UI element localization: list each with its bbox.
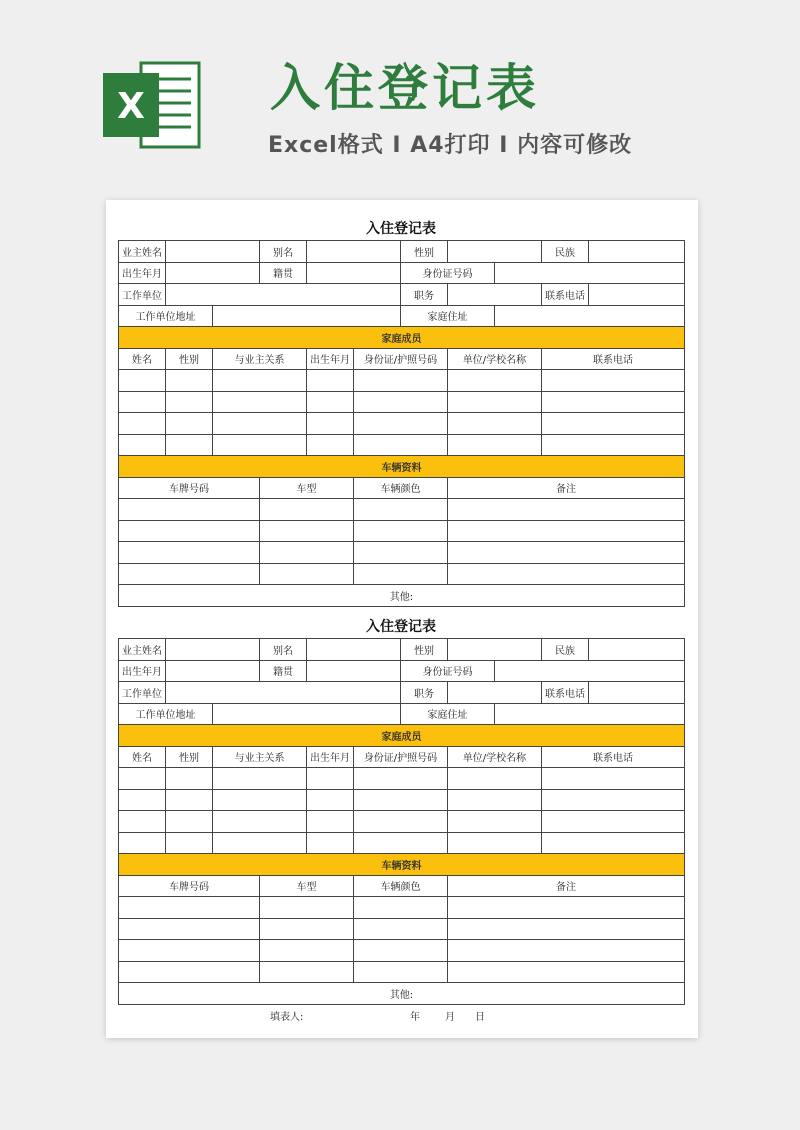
- vehicle-cell[interactable]: [260, 520, 354, 542]
- ethnicity-field[interactable]: [589, 639, 685, 661]
- vehicle-cell[interactable]: [119, 563, 260, 585]
- family-member-cell[interactable]: [542, 413, 685, 435]
- vehicle-cell[interactable]: [260, 940, 354, 962]
- family-member-cell[interactable]: [213, 789, 307, 811]
- family-member-cell[interactable]: [213, 832, 307, 854]
- vehicle-cell[interactable]: [448, 897, 685, 919]
- family-member-cell[interactable]: [354, 370, 448, 392]
- vehicle-cell[interactable]: [260, 918, 354, 940]
- vehicle-col-remark: 备注: [448, 875, 685, 897]
- excel-logo-icon: [103, 57, 203, 153]
- vehicle-cell[interactable]: [354, 499, 448, 521]
- family-member-cell[interactable]: [354, 768, 448, 790]
- id-number-field[interactable]: [495, 660, 685, 682]
- position-label: 职务: [401, 284, 448, 306]
- vehicle-cell[interactable]: [260, 897, 354, 919]
- position-field[interactable]: [448, 682, 542, 704]
- vehicle-cell[interactable]: [448, 499, 685, 521]
- employer-address-label: 工作单位地址: [119, 305, 213, 327]
- birth-label: 出生年月: [119, 262, 166, 284]
- vehicle-cell[interactable]: [354, 520, 448, 542]
- family-col-name: 姓名: [119, 348, 166, 370]
- family-member-cell[interactable]: [166, 832, 213, 854]
- family-member-cell[interactable]: [166, 768, 213, 790]
- family-member-cell[interactable]: [213, 391, 307, 413]
- family-member-cell[interactable]: [166, 370, 213, 392]
- vehicle-cell[interactable]: [448, 940, 685, 962]
- alias-field[interactable]: [307, 241, 401, 263]
- vehicle-cell[interactable]: [448, 520, 685, 542]
- vehicle-col-plate: 车牌号码: [119, 875, 260, 897]
- vehicle-col-model: 车型: [260, 875, 354, 897]
- vehicle-col-plate: 车牌号码: [119, 477, 260, 499]
- phone-label: 联系电话: [542, 284, 589, 306]
- family-member-cell[interactable]: [542, 768, 685, 790]
- vehicle-col-remark: 备注: [448, 477, 685, 499]
- other-notes[interactable]: 其他:: [119, 983, 685, 1005]
- ethnicity-field[interactable]: [589, 241, 685, 263]
- family-member-cell[interactable]: [307, 370, 354, 392]
- family-member-cell[interactable]: [307, 434, 354, 456]
- vehicle-cell[interactable]: [119, 520, 260, 542]
- vehicle-cell[interactable]: [354, 542, 448, 564]
- vehicle-cell[interactable]: [448, 918, 685, 940]
- vehicle-section-header: 车辆资料: [119, 854, 685, 876]
- banner-title: 入住登记表: [270, 59, 540, 117]
- employer-address-field[interactable]: [213, 703, 401, 725]
- vehicle-cell[interactable]: [448, 542, 685, 564]
- family-member-cell[interactable]: [542, 789, 685, 811]
- native-place-label: 籍贯: [260, 262, 307, 284]
- family-col-school: 单位/学校名称: [448, 348, 542, 370]
- native-place-label: 籍贯: [260, 660, 307, 682]
- vehicle-cell[interactable]: [119, 897, 260, 919]
- family-member-cell[interactable]: [354, 434, 448, 456]
- family-member-cell[interactable]: [213, 768, 307, 790]
- phone-label: 联系电话: [542, 682, 589, 704]
- vehicle-col-color: 车辆颜色: [354, 875, 448, 897]
- family-member-cell[interactable]: [448, 434, 542, 456]
- vehicle-cell[interactable]: [354, 563, 448, 585]
- form-table: [118, 240, 685, 607]
- vehicle-cell[interactable]: [448, 563, 685, 585]
- family-member-cell[interactable]: [166, 391, 213, 413]
- family-member-cell[interactable]: [307, 811, 354, 833]
- alias-field[interactable]: [307, 639, 401, 661]
- family-member-cell[interactable]: [542, 370, 685, 392]
- family-member-cell[interactable]: [542, 391, 685, 413]
- position-label: 职务: [401, 682, 448, 704]
- gender-field[interactable]: [448, 639, 542, 661]
- owner-name-field[interactable]: [166, 639, 260, 661]
- vehicle-cell[interactable]: [260, 563, 354, 585]
- family-member-cell[interactable]: [119, 413, 166, 435]
- excel-logo-letter: X: [117, 86, 145, 127]
- family-member-cell[interactable]: [119, 434, 166, 456]
- phone-field[interactable]: [589, 682, 685, 704]
- family-member-cell[interactable]: [307, 391, 354, 413]
- gender-label: 性别: [401, 639, 448, 661]
- birth-field[interactable]: [166, 262, 260, 284]
- family-member-cell[interactable]: [307, 832, 354, 854]
- family-col-school: 单位/学校名称: [448, 746, 542, 768]
- family-member-cell[interactable]: [354, 832, 448, 854]
- vehicle-cell[interactable]: [260, 542, 354, 564]
- owner-name-label: 业主姓名: [119, 241, 166, 263]
- date-month-label: 月: [445, 1012, 455, 1023]
- vehicle-cell[interactable]: [119, 961, 260, 983]
- ethnicity-label: 民族: [542, 639, 589, 661]
- native-place-field[interactable]: [307, 660, 401, 682]
- date-day-label: 日: [475, 1012, 485, 1023]
- family-col-birth: 出生年月: [307, 348, 354, 370]
- family-member-cell[interactable]: [166, 434, 213, 456]
- family-member-cell[interactable]: [542, 434, 685, 456]
- home-address-label: 家庭住址: [401, 703, 495, 725]
- family-member-cell[interactable]: [307, 413, 354, 435]
- vehicle-col-model: 车型: [260, 477, 354, 499]
- banner: [0, 0, 800, 190]
- family-member-cell[interactable]: [166, 811, 213, 833]
- family-col-gender: 性别: [166, 746, 213, 768]
- home-address-field[interactable]: [495, 703, 685, 725]
- family-col-id: 身份证/护照号码: [354, 348, 448, 370]
- family-member-cell[interactable]: [307, 768, 354, 790]
- employer-label: 工作单位: [119, 284, 166, 306]
- native-place-field[interactable]: [307, 262, 401, 284]
- family-col-phone: 联系电话: [542, 746, 685, 768]
- family-member-cell[interactable]: [119, 832, 166, 854]
- employer-label: 工作单位: [119, 682, 166, 704]
- alias-label: 别名: [260, 241, 307, 263]
- vehicle-cell[interactable]: [354, 961, 448, 983]
- family-section-header: 家庭成员: [119, 725, 685, 747]
- family-col-birth: 出生年月: [307, 746, 354, 768]
- vehicle-cell[interactable]: [119, 918, 260, 940]
- family-member-cell[interactable]: [354, 811, 448, 833]
- filler-label: 填表人:: [270, 1012, 304, 1023]
- family-member-cell[interactable]: [448, 811, 542, 833]
- family-col-relation: 与业主关系: [213, 348, 307, 370]
- vehicle-col-color: 车辆颜色: [354, 477, 448, 499]
- form-table: [118, 638, 685, 1005]
- family-col-name: 姓名: [119, 746, 166, 768]
- family-member-cell[interactable]: [542, 832, 685, 854]
- family-section-header: 家庭成员: [119, 327, 685, 349]
- birth-field[interactable]: [166, 660, 260, 682]
- family-member-cell[interactable]: [119, 370, 166, 392]
- family-member-cell[interactable]: [166, 789, 213, 811]
- family-member-cell[interactable]: [213, 370, 307, 392]
- owner-name-field[interactable]: [166, 241, 260, 263]
- position-field[interactable]: [448, 284, 542, 306]
- home-address-label: 家庭住址: [401, 305, 495, 327]
- vehicle-cell[interactable]: [354, 940, 448, 962]
- vehicle-cell[interactable]: [119, 542, 260, 564]
- employer-field[interactable]: [166, 682, 401, 704]
- family-member-cell[interactable]: [119, 768, 166, 790]
- family-member-cell[interactable]: [542, 811, 685, 833]
- family-member-cell[interactable]: [119, 811, 166, 833]
- family-member-cell[interactable]: [213, 434, 307, 456]
- form-title: 入住登记表: [366, 619, 436, 635]
- alias-label: 别名: [260, 639, 307, 661]
- date-year-label: 年: [410, 1012, 420, 1023]
- family-member-cell[interactable]: [307, 789, 354, 811]
- phone-field[interactable]: [589, 284, 685, 306]
- vehicle-cell[interactable]: [260, 961, 354, 983]
- vehicle-section-header: 车辆资料: [119, 456, 685, 478]
- vehicle-cell[interactable]: [354, 897, 448, 919]
- id-number-label: 身份证号码: [401, 660, 495, 682]
- family-member-cell[interactable]: [119, 391, 166, 413]
- family-member-cell[interactable]: [448, 768, 542, 790]
- id-number-field[interactable]: [495, 262, 685, 284]
- employer-address-label: 工作单位地址: [119, 703, 213, 725]
- family-col-gender: 性别: [166, 348, 213, 370]
- family-member-cell[interactable]: [354, 413, 448, 435]
- gender-label: 性别: [401, 241, 448, 263]
- family-member-cell[interactable]: [448, 370, 542, 392]
- gender-field[interactable]: [448, 241, 542, 263]
- birth-label: 出生年月: [119, 660, 166, 682]
- family-member-cell[interactable]: [213, 811, 307, 833]
- id-number-label: 身份证号码: [401, 262, 495, 284]
- ethnicity-label: 民族: [542, 241, 589, 263]
- home-address-field[interactable]: [495, 305, 685, 327]
- vehicle-cell[interactable]: [260, 499, 354, 521]
- family-member-cell[interactable]: [448, 789, 542, 811]
- employer-address-field[interactable]: [213, 305, 401, 327]
- family-col-relation: 与业主关系: [213, 746, 307, 768]
- vehicle-cell[interactable]: [119, 940, 260, 962]
- other-notes[interactable]: 其他:: [119, 585, 685, 607]
- form-title: 入住登记表: [366, 221, 436, 237]
- family-member-cell[interactable]: [354, 391, 448, 413]
- family-member-cell[interactable]: [448, 391, 542, 413]
- vehicle-cell[interactable]: [448, 961, 685, 983]
- family-member-cell[interactable]: [213, 413, 307, 435]
- employer-field[interactable]: [166, 284, 401, 306]
- family-member-cell[interactable]: [448, 832, 542, 854]
- banner-subtitle: Excel格式 I A4打印 I 内容可修改: [268, 133, 633, 158]
- owner-name-label: 业主姓名: [119, 639, 166, 661]
- vehicle-cell[interactable]: [354, 918, 448, 940]
- family-col-phone: 联系电话: [542, 348, 685, 370]
- vehicle-cell[interactable]: [119, 499, 260, 521]
- family-member-cell[interactable]: [448, 413, 542, 435]
- family-member-cell[interactable]: [166, 413, 213, 435]
- family-col-id: 身份证/护照号码: [354, 746, 448, 768]
- family-member-cell[interactable]: [119, 789, 166, 811]
- family-member-cell[interactable]: [354, 789, 448, 811]
